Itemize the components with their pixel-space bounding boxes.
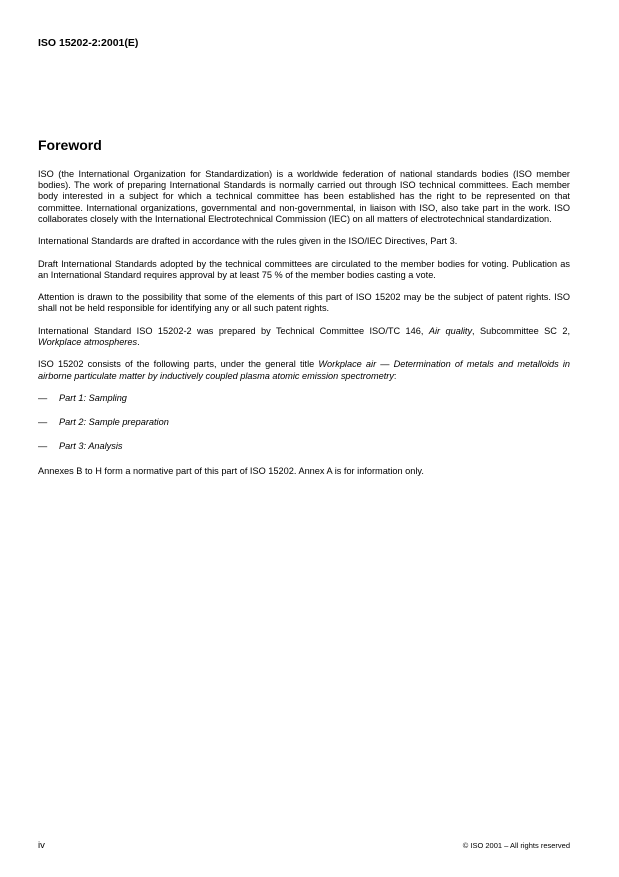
part-label: Part 2: Sample preparation bbox=[59, 417, 169, 428]
copyright-notice: © ISO 2001 – All rights reserved bbox=[462, 841, 570, 850]
paragraph-patent-rights: Attention is drawn to the possibility that some of the elements of this part of ISO 15202 may be the subject of patent rights. ISO shall not be held responsible for identifying any or all such patent rights. bbox=[38, 292, 570, 314]
paragraph-parts-intro bbox=[38, 359, 570, 381]
page-number: iv bbox=[38, 840, 45, 851]
general-title: Workplace air — Determination of metals and metalloids in airborne particulate matter by inductively coupled plasma atomic emission spectrometry bbox=[38, 359, 570, 381]
dash-bullet: — bbox=[38, 417, 48, 428]
dash-bullet: — bbox=[38, 392, 48, 403]
dash-bullet: — bbox=[38, 441, 48, 452]
paragraph-voting: Draft International Standards adopted by the technical committees are circulated to the member bodies for voting. Publication as an International Standard requires approval by at least 75 % of the member bodies casting a vote. bbox=[38, 258, 570, 280]
parts-intro-text-1: ISO 15202 consists of the following parts, under the general title bbox=[38, 359, 319, 370]
foreword-body bbox=[38, 169, 570, 488]
document-id-header: ISO 15202-2:2001(E) bbox=[38, 37, 139, 49]
list-item-part-2 bbox=[38, 417, 570, 428]
part-label: Part 1: Sampling bbox=[59, 392, 127, 403]
list-item-part-1 bbox=[38, 393, 570, 404]
list-item-part-3 bbox=[38, 441, 570, 452]
tc-text-2: , Subcommittee SC 2, bbox=[472, 325, 570, 336]
page-title: Foreword bbox=[38, 137, 102, 153]
paragraph-drafting-rules: International Standards are drafted in accordance with the rules given in the ISO/IEC Directives, Part 3. bbox=[38, 236, 458, 247]
tc-text-3: . bbox=[137, 336, 140, 347]
tc-text-1: International Standard ISO 15202-2 was prepared by Technical Committee ISO/TC 146, bbox=[38, 325, 429, 336]
part-label: Part 3: Analysis bbox=[59, 441, 123, 452]
paragraph-iso-federation: ISO (the International Organization for Standardization) is a worldwide federation of national standards bodies (ISO member bodies). The work of preparing International Standards is normally carried out through ISO technical committees. Each member body interested in a subject for which a technical committee has been established has the right to be represented on that committee. International organizations, governmental and non-governmental, in liaison with ISO, also take part in the work. ISO collaborates closely with the International Electrotechnical Commission (IEC) on all matters of electrotechnical standardization. bbox=[38, 169, 570, 224]
tc-air-quality: Air quality bbox=[428, 325, 473, 336]
tc-workplace-atmospheres: Workplace atmospheres bbox=[38, 336, 138, 347]
parts-intro-text-2: : bbox=[393, 370, 397, 381]
paragraph-technical-committee bbox=[38, 326, 570, 348]
paragraph-annexes: Annexes B to H form a normative part of this part of ISO 15202. Annex A is for information only. bbox=[38, 465, 424, 476]
